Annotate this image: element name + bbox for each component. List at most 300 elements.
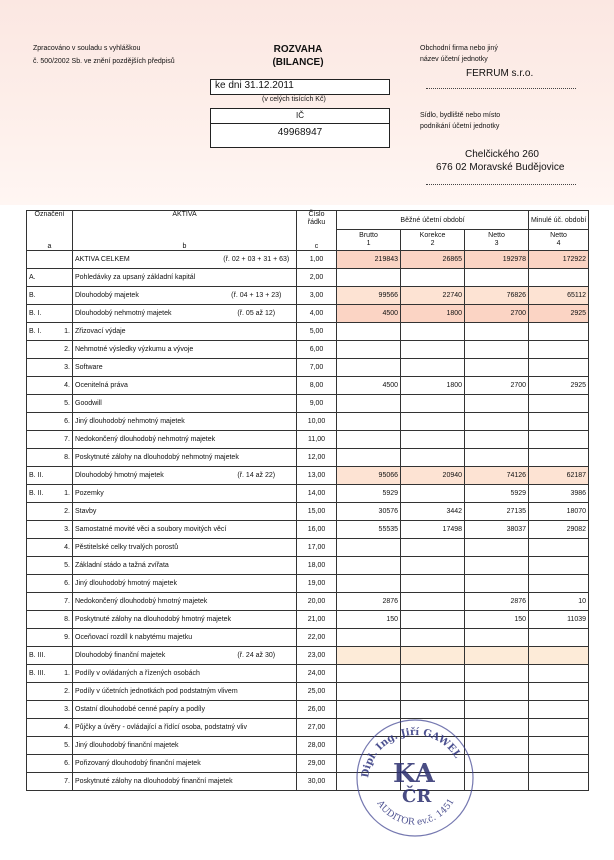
row-line-number: 9,00 (297, 395, 337, 413)
row-sub: 8. (49, 611, 73, 629)
row-netto: 2700 (465, 377, 529, 395)
row-korekce (401, 413, 465, 431)
row-prev: 65112 (529, 287, 589, 305)
row-sub: 7. (49, 773, 73, 791)
row-line-number: 27,00 (297, 719, 337, 737)
row-line-number: 26,00 (297, 701, 337, 719)
row-sub: 7. (49, 593, 73, 611)
row-korekce: 3442 (401, 503, 465, 521)
row-line-number: 23,00 (297, 647, 337, 665)
row-mark (27, 251, 49, 269)
document-title: ROZVAHA (273, 44, 323, 55)
header-minule: Minulé úč. období (529, 211, 589, 230)
row-line-number: 11,00 (297, 431, 337, 449)
row-brutto (337, 575, 401, 593)
row-sub: 9. (49, 629, 73, 647)
row-name: Zřizovací výdaje (73, 323, 217, 341)
table-row (27, 251, 589, 269)
row-name: Software (73, 359, 217, 377)
row-brutto: 4500 (337, 305, 401, 323)
row-sub: 4. (49, 719, 73, 737)
header-brutto-label: Brutto (359, 232, 378, 239)
row-korekce (401, 647, 465, 665)
row-brutto (337, 647, 401, 665)
row-brutto (337, 341, 401, 359)
row-netto (465, 431, 529, 449)
row-formula (217, 431, 297, 449)
row-brutto (337, 269, 401, 287)
row-sub: 8. (49, 449, 73, 467)
table-row (27, 503, 589, 521)
row-korekce: 20940 (401, 467, 465, 485)
row-brutto: 55535 (337, 521, 401, 539)
row-mark (27, 755, 49, 773)
header-brutto (337, 230, 401, 251)
row-brutto (337, 449, 401, 467)
row-mark (27, 449, 49, 467)
firm-name: FERRUM s.r.o. (466, 68, 534, 79)
table-row (27, 575, 589, 593)
table-row (27, 395, 589, 413)
row-line-number: 8,00 (297, 377, 337, 395)
row-mark (27, 395, 49, 413)
row-name: Dlouhodobý nehmotný majetek (73, 305, 217, 323)
row-line-number: 6,00 (297, 341, 337, 359)
stamp-logo-ka: KA (393, 759, 435, 789)
row-sub: 4. (49, 377, 73, 395)
row-name: Samostatné movité věci a soubory movitých věcí (73, 521, 217, 539)
header-netto-prev (529, 230, 589, 251)
table-row (27, 647, 589, 665)
row-netto: 38037 (465, 521, 529, 539)
header-c: c (297, 230, 337, 251)
row-mark: B. III. (27, 665, 49, 683)
row-mark (27, 611, 49, 629)
header-b: b (73, 230, 297, 251)
row-mark (27, 377, 49, 395)
row-sub: 6. (49, 575, 73, 593)
row-formula (217, 755, 297, 773)
row-sub: 1. (49, 485, 73, 503)
row-prev: 2925 (529, 305, 589, 323)
row-line-number: 25,00 (297, 683, 337, 701)
row-formula (217, 413, 297, 431)
row-name: Pozemky (73, 485, 217, 503)
row-name: Základní stádo a tažná zvířata (73, 557, 217, 575)
row-formula (217, 701, 297, 719)
row-prev (529, 665, 589, 683)
row-sub: 7. (49, 431, 73, 449)
row-prev (529, 701, 589, 719)
ic-value: 49968947 (277, 127, 323, 138)
table-row (27, 287, 589, 305)
stamp-logo-cr: ČR (402, 786, 432, 807)
row-prev (529, 395, 589, 413)
units-note: (v celých tisících Kč) (262, 96, 326, 103)
row-brutto: 150 (337, 611, 401, 629)
row-mark (27, 719, 49, 737)
table-row (27, 665, 589, 683)
table-row (27, 431, 589, 449)
header-cislo-line2: řádku (307, 219, 326, 226)
table-row (27, 269, 589, 287)
header-brutto-num: 1 (366, 240, 371, 247)
row-mark (27, 593, 49, 611)
row-mark (27, 557, 49, 575)
row-name: Nehmotné výsledky výzkumu a vývoje (73, 341, 217, 359)
row-netto (465, 647, 529, 665)
row-prev (529, 449, 589, 467)
row-netto: 27135 (465, 503, 529, 521)
row-line-number: 13,00 (297, 467, 337, 485)
row-korekce: 1800 (401, 305, 465, 323)
row-line-number: 14,00 (297, 485, 337, 503)
ic-label: IČ (211, 109, 389, 124)
row-prev (529, 431, 589, 449)
row-sub (49, 305, 73, 323)
row-prev: 11039 (529, 611, 589, 629)
row-name: Jiný dlouhodobý nehmotný majetek (73, 413, 217, 431)
row-sub: 2. (49, 503, 73, 521)
row-line-number: 1,00 (297, 251, 337, 269)
row-formula (217, 395, 297, 413)
row-brutto: 219843 (337, 251, 401, 269)
row-korekce (401, 557, 465, 575)
row-sub (49, 251, 73, 269)
row-mark: B. I. (27, 323, 49, 341)
row-sub (49, 467, 73, 485)
row-formula: (ř. 02 + 03 + 31 + 63) (217, 251, 297, 269)
row-name: Půjčky a úvěry - ovládající a řídící osoba, podstatný vliv (73, 719, 217, 737)
table-header-row-2 (27, 230, 589, 251)
address-dotted-line (426, 184, 576, 185)
table-row (27, 449, 589, 467)
row-formula: (ř. 24 až 30) (217, 647, 297, 665)
header-netto (465, 230, 529, 251)
row-brutto (337, 665, 401, 683)
row-formula: (ř. 05 až 12) (217, 305, 297, 323)
row-formula (217, 377, 297, 395)
row-prev (529, 557, 589, 575)
row-prev (529, 341, 589, 359)
row-mark (27, 359, 49, 377)
row-line-number: 30,00 (297, 773, 337, 791)
table-header-row-1 (27, 211, 589, 230)
row-prev (529, 647, 589, 665)
table-row (27, 737, 589, 755)
row-korekce (401, 665, 465, 683)
row-name: Dlouhodobý majetek (73, 287, 217, 305)
row-formula (217, 575, 297, 593)
row-korekce (401, 539, 465, 557)
date-box (210, 79, 390, 95)
row-korekce (401, 269, 465, 287)
row-name: Nedokončený dlouhodobý hmotný majetek (73, 593, 217, 611)
row-korekce (401, 593, 465, 611)
row-brutto: 99566 (337, 287, 401, 305)
row-prev (529, 683, 589, 701)
row-mark (27, 575, 49, 593)
row-name: Pořizovaný dlouhodobý finanční majetek (73, 755, 217, 773)
row-line-number: 18,00 (297, 557, 337, 575)
seat-label-line2: podnikání účetní jednotky (420, 123, 500, 130)
row-netto (465, 359, 529, 377)
row-korekce (401, 611, 465, 629)
row-line-number: 2,00 (297, 269, 337, 287)
firm-label-line1: Obchodní firma nebo jiný (420, 45, 498, 52)
row-netto: 2876 (465, 593, 529, 611)
row-formula: (ř. 14 až 22) (217, 467, 297, 485)
row-sub: 2. (49, 683, 73, 701)
row-line-number: 20,00 (297, 593, 337, 611)
row-formula (217, 323, 297, 341)
header-cislo-line1: Číslo (308, 211, 325, 218)
row-name: Ocenitelná práva (73, 377, 217, 395)
row-brutto (337, 359, 401, 377)
row-korekce: 17498 (401, 521, 465, 539)
row-korekce (401, 359, 465, 377)
row-netto: 74126 (465, 467, 529, 485)
row-sub (49, 647, 73, 665)
row-mark (27, 629, 49, 647)
row-korekce (401, 629, 465, 647)
row-brutto (337, 557, 401, 575)
row-mark: B. II. (27, 485, 49, 503)
row-netto: 150 (465, 611, 529, 629)
table-row (27, 719, 589, 737)
row-brutto (337, 431, 401, 449)
row-korekce: 1800 (401, 377, 465, 395)
row-name: AKTIVA CELKEM (73, 251, 217, 269)
table-row (27, 539, 589, 557)
header-aktiva: AKTIVA (73, 211, 297, 230)
row-mark (27, 521, 49, 539)
table-row (27, 521, 589, 539)
header-a: a (27, 230, 73, 251)
row-korekce (401, 485, 465, 503)
row-brutto: 95066 (337, 467, 401, 485)
row-korekce (401, 683, 465, 701)
row-netto: 76826 (465, 287, 529, 305)
table-row (27, 341, 589, 359)
document-subtitle: (BILANCE) (272, 57, 324, 68)
row-line-number: 7,00 (297, 359, 337, 377)
row-line-number: 10,00 (297, 413, 337, 431)
table-row (27, 683, 589, 701)
row-name: Jiný dlouhodobý finanční majetek (73, 737, 217, 755)
row-name: Jiný dlouhodobý hmotný majetek (73, 575, 217, 593)
table-row (27, 305, 589, 323)
row-name: Pohledávky za upsaný základní kapitál (73, 269, 217, 287)
header-korekce (401, 230, 465, 251)
table-row (27, 593, 589, 611)
row-korekce (401, 323, 465, 341)
row-prev (529, 359, 589, 377)
row-sub (49, 269, 73, 287)
row-formula (217, 359, 297, 377)
table-row (27, 485, 589, 503)
row-line-number: 21,00 (297, 611, 337, 629)
row-formula (217, 269, 297, 287)
legal-note-line1: Zpracováno v souladu s vyhláškou (33, 45, 141, 52)
row-name: Nedokončený dlouhodobý nehmotný majetek (73, 431, 217, 449)
row-prev: 62187 (529, 467, 589, 485)
row-name: Dlouhodobý hmotný majetek (73, 467, 217, 485)
row-netto: 5929 (465, 485, 529, 503)
table-row (27, 611, 589, 629)
row-korekce: 22740 (401, 287, 465, 305)
row-netto (465, 341, 529, 359)
row-sub: 5. (49, 557, 73, 575)
address-line2: 676 02 Moravské Budějovice (436, 162, 565, 173)
row-prev (529, 719, 589, 737)
row-mark: B. (27, 287, 49, 305)
row-line-number: 19,00 (297, 575, 337, 593)
row-prev (529, 269, 589, 287)
row-name: Ostatní dlouhodobé cenné papíry a podíly (73, 701, 217, 719)
row-korekce (401, 431, 465, 449)
row-prev: 18070 (529, 503, 589, 521)
row-sub: 2. (49, 341, 73, 359)
row-brutto (337, 629, 401, 647)
row-line-number: 4,00 (297, 305, 337, 323)
row-prev (529, 773, 589, 791)
header-korekce-label: Korekce (419, 232, 446, 239)
firm-label-line2: název účetní jednotky (420, 56, 488, 63)
row-brutto: 30576 (337, 503, 401, 521)
row-name: Poskytnuté zálohy na dlouhodobý nehmotný majetek (73, 449, 217, 467)
row-sub: 6. (49, 755, 73, 773)
row-name: Dlouhodobý finanční majetek (73, 647, 217, 665)
table-row (27, 323, 589, 341)
row-line-number: 29,00 (297, 755, 337, 773)
row-netto (465, 395, 529, 413)
row-prev (529, 629, 589, 647)
row-formula (217, 557, 297, 575)
row-mark (27, 737, 49, 755)
row-name: Pěstitelské celky trvalých porostů (73, 539, 217, 557)
row-name: Goodwill (73, 395, 217, 413)
row-formula (217, 593, 297, 611)
row-sub: 1. (49, 665, 73, 683)
row-sub: 1. (49, 323, 73, 341)
row-line-number: 28,00 (297, 737, 337, 755)
row-line-number: 3,00 (297, 287, 337, 305)
row-sub: 3. (49, 701, 73, 719)
row-prev: 3986 (529, 485, 589, 503)
row-netto (465, 323, 529, 341)
header-cislo (297, 211, 337, 230)
ic-box (210, 108, 390, 148)
row-name: Podíly v ovládaných a řízených osobách (73, 665, 217, 683)
row-prev: 10 (529, 593, 589, 611)
row-sub (49, 287, 73, 305)
header-oznaceni: Označení (27, 211, 73, 230)
firm-dotted-line (426, 88, 576, 89)
row-line-number: 22,00 (297, 629, 337, 647)
table-row (27, 359, 589, 377)
row-formula (217, 629, 297, 647)
row-name: Stavby (73, 503, 217, 521)
table-row (27, 701, 589, 719)
row-line-number: 12,00 (297, 449, 337, 467)
balance-sheet-table (26, 210, 589, 791)
row-prev (529, 539, 589, 557)
table-row (27, 755, 589, 773)
row-netto (465, 413, 529, 431)
row-formula (217, 539, 297, 557)
row-mark (27, 413, 49, 431)
legal-note-line2: č. 500/2002 Sb. ve znění pozdějších předpisů (33, 58, 175, 65)
row-mark: B. II. (27, 467, 49, 485)
row-line-number: 15,00 (297, 503, 337, 521)
row-mark: B. I. (27, 305, 49, 323)
row-prev: 2925 (529, 377, 589, 395)
row-formula (217, 737, 297, 755)
row-line-number: 17,00 (297, 539, 337, 557)
header-netto-num: 3 (494, 240, 499, 247)
header-netto-prev-label: Netto (550, 232, 567, 239)
row-brutto (337, 413, 401, 431)
row-sub: 3. (49, 521, 73, 539)
row-netto (465, 683, 529, 701)
row-netto: 192978 (465, 251, 529, 269)
row-mark (27, 341, 49, 359)
row-sub: 5. (49, 737, 73, 755)
row-name: Oceňovací rozdíl k nabytému majetku (73, 629, 217, 647)
stamp-text-bottom: AUDITOR ev.č. 1451 (374, 797, 457, 828)
row-mark: B. III. (27, 647, 49, 665)
row-sub: 4. (49, 539, 73, 557)
row-formula (217, 485, 297, 503)
row-mark (27, 701, 49, 719)
table-row (27, 557, 589, 575)
date-label: ke dni 31.12.2011 (215, 80, 294, 91)
row-name: Poskytnuté zálohy na dlouhodobý finanční majetek (73, 773, 217, 791)
row-line-number: 24,00 (297, 665, 337, 683)
row-prev: 29082 (529, 521, 589, 539)
row-netto (465, 269, 529, 287)
row-mark (27, 773, 49, 791)
table-row (27, 773, 589, 791)
row-formula (217, 341, 297, 359)
row-mark (27, 431, 49, 449)
row-sub: 5. (49, 395, 73, 413)
row-formula: (ř. 04 + 13 + 23) (217, 287, 297, 305)
row-brutto (337, 683, 401, 701)
row-netto (465, 629, 529, 647)
row-mark (27, 503, 49, 521)
table-row (27, 467, 589, 485)
auditor-stamp (350, 710, 480, 840)
row-line-number: 5,00 (297, 323, 337, 341)
row-korekce: 26865 (401, 251, 465, 269)
row-prev (529, 755, 589, 773)
row-sub: 6. (49, 413, 73, 431)
row-korekce (401, 395, 465, 413)
row-korekce (401, 341, 465, 359)
row-prev: 172922 (529, 251, 589, 269)
row-netto (465, 539, 529, 557)
seat-label-line1: Sídlo, bydliště nebo místo (420, 112, 501, 119)
stamp-text-top: Dipl. Ing. Jiří GAWEL (360, 726, 463, 779)
row-netto (465, 665, 529, 683)
row-sub: 3. (49, 359, 73, 377)
row-netto (465, 449, 529, 467)
row-prev (529, 737, 589, 755)
row-prev (529, 323, 589, 341)
row-netto (465, 575, 529, 593)
